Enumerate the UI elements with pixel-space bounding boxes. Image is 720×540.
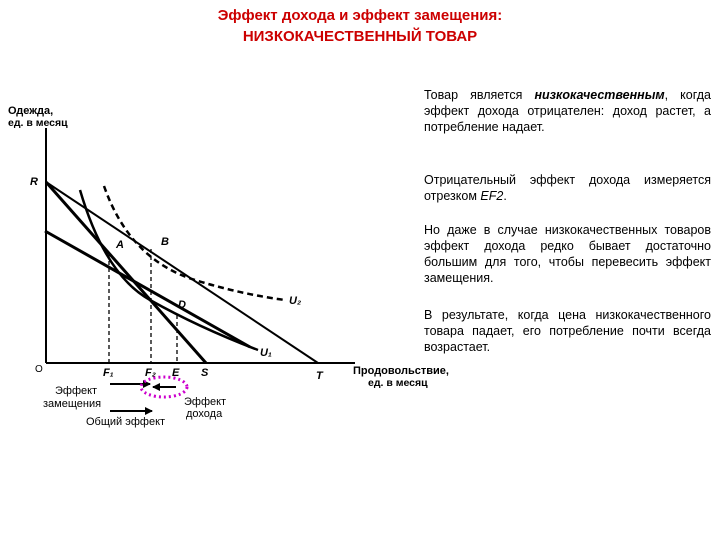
- title-line-2: НИЗКОКАЧЕСТВЕННЫЙ ТОВАР: [242, 28, 478, 45]
- tick-S-label: S: [201, 367, 209, 379]
- tick-E-label: E: [172, 367, 180, 379]
- paragraph-inferior-definition: [424, 87, 711, 135]
- point-D-label: D: [178, 299, 186, 311]
- p1-emphasis: низкокачественным: [534, 88, 665, 102]
- tick-F2-label: F₂: [145, 367, 156, 379]
- point-B-label: B: [161, 236, 169, 248]
- tick-F1-label: F₁: [103, 367, 114, 379]
- tick-T-label: T: [316, 370, 323, 382]
- p2-emphasis: EF2: [480, 189, 504, 203]
- total-effect-label: Общий эффект: [86, 416, 166, 428]
- origin-label: O: [35, 364, 43, 375]
- title-line-1: Эффект дохода и эффект замещения:: [217, 7, 503, 24]
- income-effect-label-1: Эффект: [184, 396, 227, 408]
- x-axis-label-line-1: Продовольствие,: [353, 365, 449, 377]
- point-A-label: A: [116, 239, 124, 251]
- p1-text-pre: Товар является: [424, 88, 535, 102]
- substitution-effect-label-2: замещения: [43, 398, 102, 410]
- indifference-curve-U2: [104, 186, 285, 300]
- y-axis-label-line-2: ед. в месяц: [8, 117, 68, 129]
- curve-U1-label: U₁: [260, 347, 272, 359]
- paragraph-result: В результате, когда цена низкокачественного товара падает, его потребление почти всегда возрастает.: [424, 308, 711, 354]
- p2-text-post: .: [503, 189, 507, 203]
- point-R-label: R: [30, 176, 38, 188]
- indifference-curve-U1: [80, 190, 258, 350]
- paragraph-income-effect-small: Но даже в случае низкокачественных товаров эффект дохода редко бывает достаточно большим для того, чтобы перевесить эффект замещения.: [424, 223, 711, 285]
- p2-text-pre: Отрицательный эффект дохода измеряется отрезком: [424, 173, 711, 203]
- income-effect-label-2: дохода: [186, 408, 223, 420]
- y-axis-label-line-1: Одежда,: [8, 105, 54, 117]
- paragraph-negative-income-effect: [424, 172, 711, 204]
- p1-text-post: , когда эффект дохода отрицателен: доход растет, а потребление надает.: [424, 88, 711, 134]
- curve-U2-label: U₂: [289, 295, 302, 307]
- x-axis-label-line-2: ед. в месяц: [368, 377, 428, 389]
- substitution-effect-label-1: Эффект: [55, 385, 98, 397]
